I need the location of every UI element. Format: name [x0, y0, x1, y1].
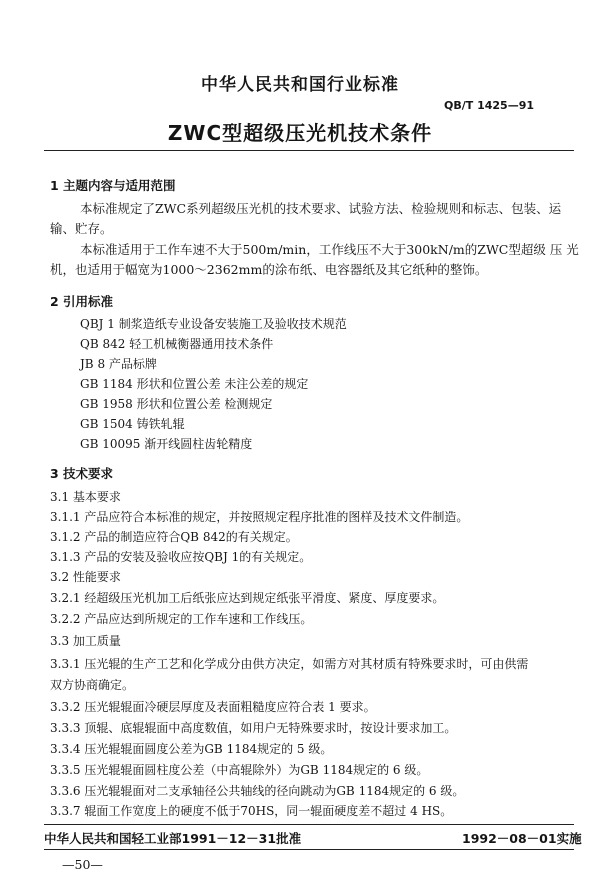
- org-title: 中华人民共和国行业标准: [201, 75, 399, 95]
- footer-rule: [44, 824, 574, 825]
- clause: 3.3.1 压光辊的生产工艺和化学成分由供方决定，如需方对其材质有特殊要求时，可由供需: [50, 657, 529, 671]
- standard-code: QB/T 1425—91: [444, 99, 535, 112]
- clause: 3.3.5 压光辊辊面圆柱度公差（中高辊除外）为GB 1184规定的 6 级。: [50, 763, 429, 777]
- section-1-para-1-line-2: 输、贮存。: [50, 221, 113, 236]
- reference-item: GB 1958 形状和位置公差 检测规定: [80, 397, 273, 411]
- reference-item: QBJ 1 制浆造纸专业设备安装施工及验收技术规范: [80, 317, 347, 331]
- clause: 3.3.3 顶辊、底辊辊面中高度数值，如用户无特殊要求时，按设计要求加工。: [50, 721, 457, 735]
- header-rule: [44, 150, 574, 151]
- reference-item: JB 8 产品标牌: [80, 357, 157, 371]
- clause-continuation: 双方协商确定。: [50, 678, 135, 692]
- section-2-heading: 2 引用标准: [50, 294, 114, 309]
- page-number: —50—: [62, 857, 103, 872]
- section-1-para-2-line-1: 本标准适用于工作车速不大于500m/min，工作线压不大于300kN/m的ZWC型超级 压 光: [80, 242, 579, 257]
- clause: 3.3.7 辊面工作宽度上的硬度不低于70HS，同一辊面硬度差不超过 4 HS。: [50, 804, 453, 818]
- clause: 3.2 性能要求: [50, 570, 121, 584]
- clause: 3.3.6 压光辊辊面对二支承轴径公共轴线的径向跳动为GB 1184规定的 6 级。: [50, 784, 465, 798]
- implementation-date: 1992－08－01实施: [462, 831, 582, 846]
- section-1-para-2-line-2: 机，也适用于幅宽为1000～2362mm的涂布纸、电容器纸及其它纸种的整饰。: [50, 262, 488, 277]
- clause: 3.3.2 压光辊辊面冷硬层厚度及表面粗糙度应符合表 1 要求。: [50, 700, 376, 714]
- clause: 3.1.2 产品的制造应符合QB 842的有关规定。: [50, 530, 298, 544]
- clause: 3.2.1 经超级压光机加工后纸张应达到规定纸张平滑度、紧度、厚度要求。: [50, 591, 445, 605]
- approval-line: 中华人民共和国轻工业部1991－12－31批准: [44, 831, 302, 846]
- reference-item: QB 842 轻工机械衡器通用技术条件: [80, 337, 274, 351]
- section-1-para-1-line-1: 本标准规定了ZWC系列超级压光机的技术要求、试验方法、检验规则和标志、包装、运: [80, 201, 562, 216]
- reference-item: GB 1184 形状和位置公差 未注公差的规定: [80, 377, 309, 391]
- document-title: ZWC型超级压光机技术条件: [167, 121, 433, 145]
- clause: 3.3 加工质量: [50, 634, 121, 648]
- reference-item: GB 1504 铸铁轧辊: [80, 417, 185, 431]
- section-3-heading: 3 技术要求: [50, 466, 114, 481]
- footer-rule-bottom: [44, 849, 574, 850]
- clause: 3.2.2 产品应达到所规定的工作车速和工作线压。: [50, 612, 313, 626]
- clause: 3.3.4 压光辊辊面圆度公差为GB 1184规定的 5 级。: [50, 742, 333, 756]
- clause: 3.1 基本要求: [50, 490, 121, 504]
- section-1-heading: 1 主题内容与适用范围: [50, 178, 176, 193]
- clause: 3.1.3 产品的安装及验收应按QBJ 1的有关规定。: [50, 550, 312, 564]
- clause: 3.1.1 产品应符合本标准的规定，并按照规定程序批准的图样及技术文件制造。: [50, 510, 469, 524]
- reference-item: GB 10095 渐开线圆柱齿轮精度: [80, 437, 253, 451]
